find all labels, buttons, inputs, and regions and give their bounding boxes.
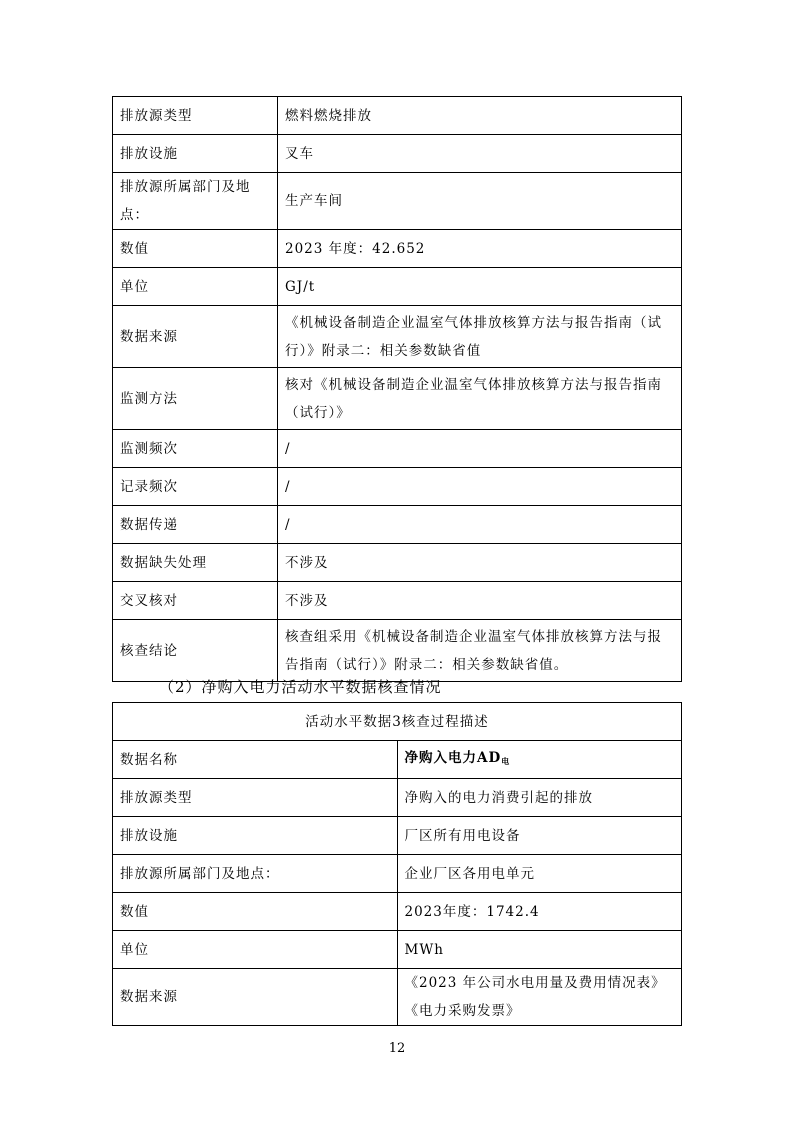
row-value: 《2023 年公司水电用量及费用情况表》《电力采购发票》 <box>397 969 682 1026</box>
activity-data-table-electricity <box>112 702 682 1026</box>
row-value: 叉车 <box>278 135 682 173</box>
row-value: 不涉及 <box>278 582 682 620</box>
row-label: 数据来源 <box>113 969 398 1026</box>
row-value: 净购入的电力消费引起的排放 <box>397 779 682 817</box>
table-row <box>113 741 682 779</box>
row-value: / <box>278 468 682 506</box>
table-row <box>113 620 682 682</box>
table-row <box>113 544 682 582</box>
data-name-value: 净购入电力AD <box>404 750 502 766</box>
table-row <box>113 506 682 544</box>
table-row <box>113 173 682 230</box>
row-label: 排放源类型 <box>113 97 278 135</box>
table-header: 活动水平数据3核查过程描述 <box>113 703 682 741</box>
row-value: 2023 年度：42.652 <box>278 230 682 268</box>
row-value: 核查组采用《机械设备制造企业温室气体排放核算方法与报告指南（试行）》附录二：相关参数缺省值。 <box>278 620 682 682</box>
row-value: 燃料燃烧排放 <box>278 97 682 135</box>
row-value: 不涉及 <box>278 544 682 582</box>
row-label: 排放源所属部门及地点： <box>113 173 278 230</box>
table-row <box>113 931 682 969</box>
table-row <box>113 97 682 135</box>
section-heading: （2）净购入电力活动水平数据核查情况 <box>159 678 442 696</box>
table-row <box>113 817 682 855</box>
table-row <box>113 582 682 620</box>
row-value: 生产车间 <box>278 173 682 230</box>
row-label: 排放设施 <box>113 135 278 173</box>
row-label: 数值 <box>113 893 398 931</box>
row-value: 2023年度：1742.4 <box>397 893 682 931</box>
row-value: MWh <box>397 931 682 969</box>
row-label: 数值 <box>113 230 278 268</box>
row-label: 监测频次 <box>113 430 278 468</box>
row-label: 排放源类型 <box>113 779 398 817</box>
table-row <box>113 855 682 893</box>
table-row <box>113 230 682 268</box>
row-value: 企业厂区各用电单元 <box>397 855 682 893</box>
activity-data-table-fuel <box>112 96 682 682</box>
table-row <box>113 430 682 468</box>
row-label: 单位 <box>113 931 398 969</box>
row-label: 单位 <box>113 268 278 306</box>
table-row <box>113 779 682 817</box>
row-value: 厂区所有用电设备 <box>397 817 682 855</box>
row-label: 数据名称 <box>113 741 398 779</box>
row-label: 数据缺失处理 <box>113 544 278 582</box>
row-label: 数据来源 <box>113 306 278 368</box>
table-row <box>113 893 682 931</box>
row-value: / <box>278 506 682 544</box>
row-label: 监测方法 <box>113 368 278 430</box>
row-label: 排放设施 <box>113 817 398 855</box>
table-row <box>113 306 682 368</box>
table-row <box>113 468 682 506</box>
data-name-subscript: 电 <box>501 756 511 766</box>
row-label: 排放源所属部门及地点： <box>113 855 398 893</box>
row-label: 交叉核对 <box>113 582 278 620</box>
row-label: 记录频次 <box>113 468 278 506</box>
table-row <box>113 135 682 173</box>
page-number: 12 <box>388 1041 406 1056</box>
row-value: 核对《机械设备制造企业温室气体排放核算方法与报告指南（试行）》 <box>278 368 682 430</box>
row-value: / <box>278 430 682 468</box>
row-label: 数据传递 <box>113 506 278 544</box>
row-value <box>397 741 682 779</box>
row-label: 核查结论 <box>113 620 278 682</box>
table-row <box>113 368 682 430</box>
table-row <box>113 969 682 1026</box>
row-value: 《机械设备制造企业温室气体排放核算方法与报告指南（试行）》附录二：相关参数缺省值 <box>278 306 682 368</box>
row-value: GJ/t <box>278 268 682 306</box>
table-header-row <box>113 703 682 741</box>
table-row <box>113 268 682 306</box>
